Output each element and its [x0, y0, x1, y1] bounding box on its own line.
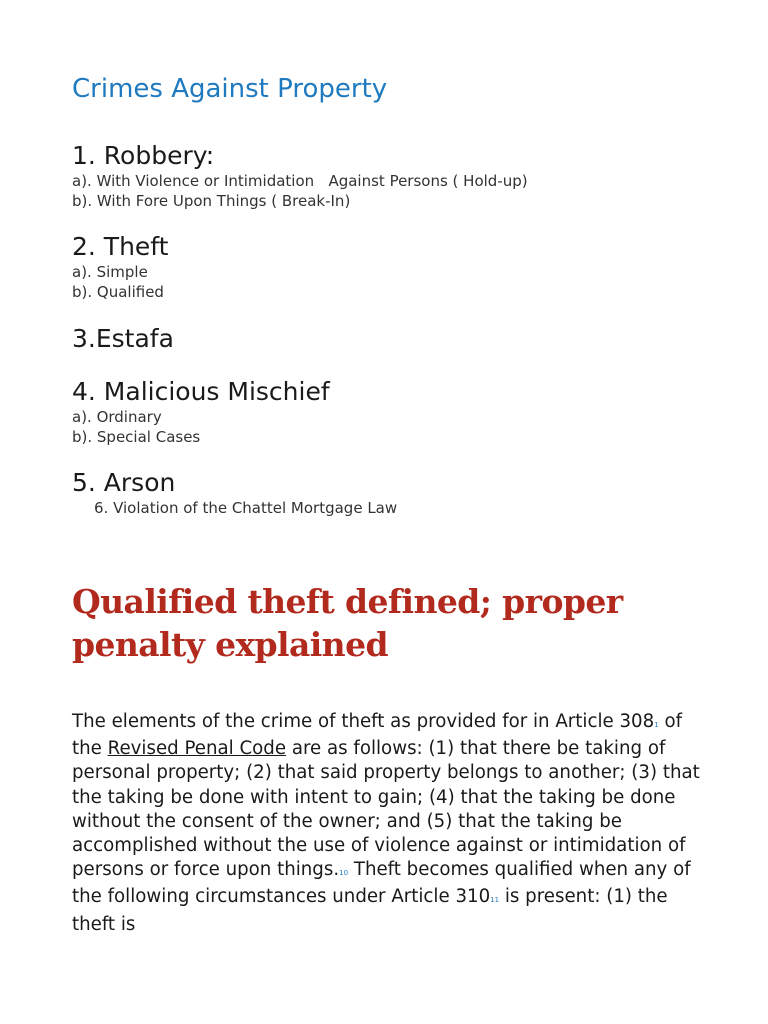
page-title: Crimes Against Property [72, 74, 388, 104]
section-heading: 5. Arson [72, 468, 176, 497]
section-heading: 2. Theft [72, 232, 169, 261]
section-item: b). With Fore Upon Things ( Break-In) [72, 192, 351, 210]
section-item: a). With Violence or Intimidation Against Persons ( Hold-up) [72, 172, 528, 190]
section-robbery [72, 141, 528, 211]
body-text: Theft becomes qualified when any of the following circumstances under Article 310 [72, 859, 691, 908]
article-body [72, 710, 712, 937]
body-text: is present: (1) the theft is [72, 886, 668, 935]
body-text: of the [72, 711, 682, 760]
section-heading: 3.Estafa [72, 324, 174, 353]
section-item: a). Simple [72, 263, 148, 281]
section-item: b). Qualified [72, 283, 164, 301]
section-theft [72, 232, 168, 302]
footnote-link[interactable]: 10 [339, 869, 349, 878]
footnote-link[interactable]: 1 [654, 721, 659, 729]
section-estafa [72, 324, 174, 354]
section-item: a). Ordinary [72, 408, 162, 426]
article-heading: Qualified theft defined; proper penalty explained [72, 582, 623, 664]
section-heading: 4. Malicious Mischief [72, 377, 330, 406]
body-text: The elements of the crime of theft as provided for in Article 308 [72, 711, 655, 732]
section-item: b). Special Cases [72, 428, 201, 446]
footnote-link[interactable]: 11 [490, 896, 500, 905]
section-item: 6. Violation of the Chattel Mortgage Law [94, 499, 398, 517]
section-arson [72, 468, 397, 518]
revised-penal-code-link[interactable]: Revised Penal Code [107, 738, 287, 760]
body-text: are as follows: (1) that there be taking of personal property; (2) that said property belongs to another; (3) that the taking be done with intent to gain; (4) that the taking be done without the consent of the owner; and (5) that the taking be accomplished without the use of violence against or intimidation of persons or force upon things. [72, 738, 700, 881]
section-heading: 1. Robbery: [72, 141, 215, 170]
section-malicious-mischief [72, 377, 330, 447]
